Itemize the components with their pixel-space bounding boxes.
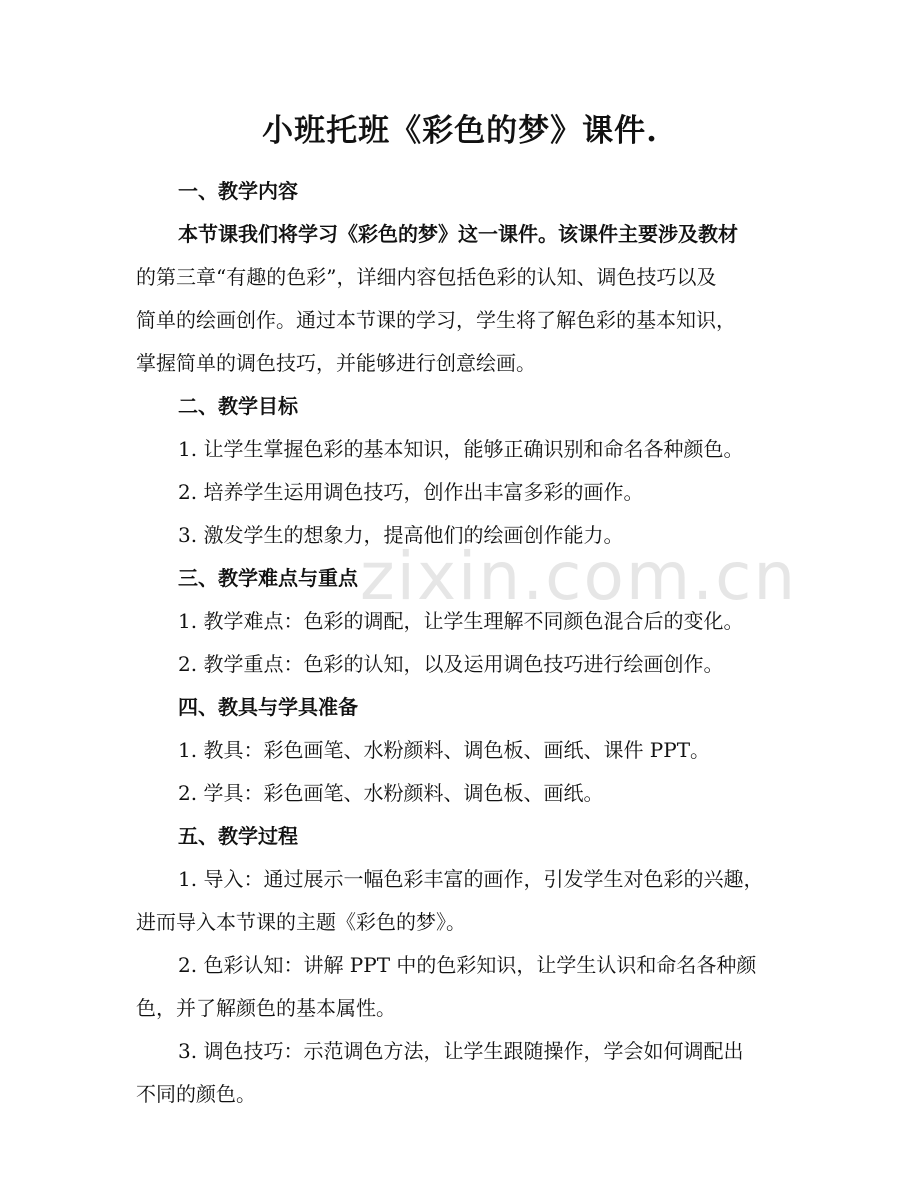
step-line: 1. 导入：通过展示一幅色彩丰富的画作，引发学生对色彩的兴趣， <box>178 867 764 891</box>
section-heading-objectives: 二、教学目标 <box>178 394 298 418</box>
list-item: 1. 教学难点：色彩的调配，让学生理解不同颜色混合后的变化。 <box>178 609 744 633</box>
list-item: 1. 教具：彩色画笔、水粉颜料、调色板、画纸、课件 PPT。 <box>178 738 711 762</box>
paragraph-line: 简单的绘画创作。通过本节课的学习，学生将了解色彩的基本知识， <box>136 308 736 332</box>
list-item: 2. 教学重点：色彩的认知，以及运用调色技巧进行绘画创作。 <box>178 652 724 676</box>
list-item: 2. 培养学生运用调色技巧，创作出丰富多彩的画作。 <box>178 480 644 504</box>
step-line-continued: 进而导入本节课的主题《彩色的梦》。 <box>136 910 466 934</box>
step-line: 2. 色彩认知：讲解 PPT 中的色彩知识，让学生认识和命名各种颜 <box>178 953 757 977</box>
watermark: zixin.com.cn <box>360 538 798 615</box>
section-heading-process: 五、教学过程 <box>178 824 298 848</box>
section-heading-content: 一、教学内容 <box>178 179 298 203</box>
step-line: 3. 调色技巧：示范调色方法，让学生跟随操作，学会如何调配出 <box>178 1039 744 1063</box>
list-item: 1. 让学生掌握色彩的基本知识，能够正确识别和命名各种颜色。 <box>178 437 744 461</box>
list-item: 2. 学具：彩色画笔、水粉颜料、调色板、画纸。 <box>178 781 604 805</box>
section-heading-key-points: 三、教学难点与重点 <box>178 566 358 590</box>
document-body <box>136 170 786 1116</box>
step-line-continued: 不同的颜色。 <box>136 1082 256 1106</box>
paragraph-line: 的第三章“有趣的色彩”，详细内容包括色彩的认知、调色技巧以及 <box>136 265 717 289</box>
document-title: 小班托班《彩色的梦》课件. <box>262 113 658 149</box>
paragraph-line: 本节课我们将学习《彩色的梦》这一课件。该课件主要涉及教材 <box>178 222 738 246</box>
section-heading-materials: 四、教具与学具准备 <box>178 695 358 719</box>
list-item: 3. 激发学生的想象力，提高他们的绘画创作能力。 <box>178 523 624 547</box>
paragraph-line: 掌握简单的调色技巧，并能够进行创意绘画。 <box>136 351 536 375</box>
step-line-continued: 色，并了解颜色的基本属性。 <box>136 996 396 1020</box>
